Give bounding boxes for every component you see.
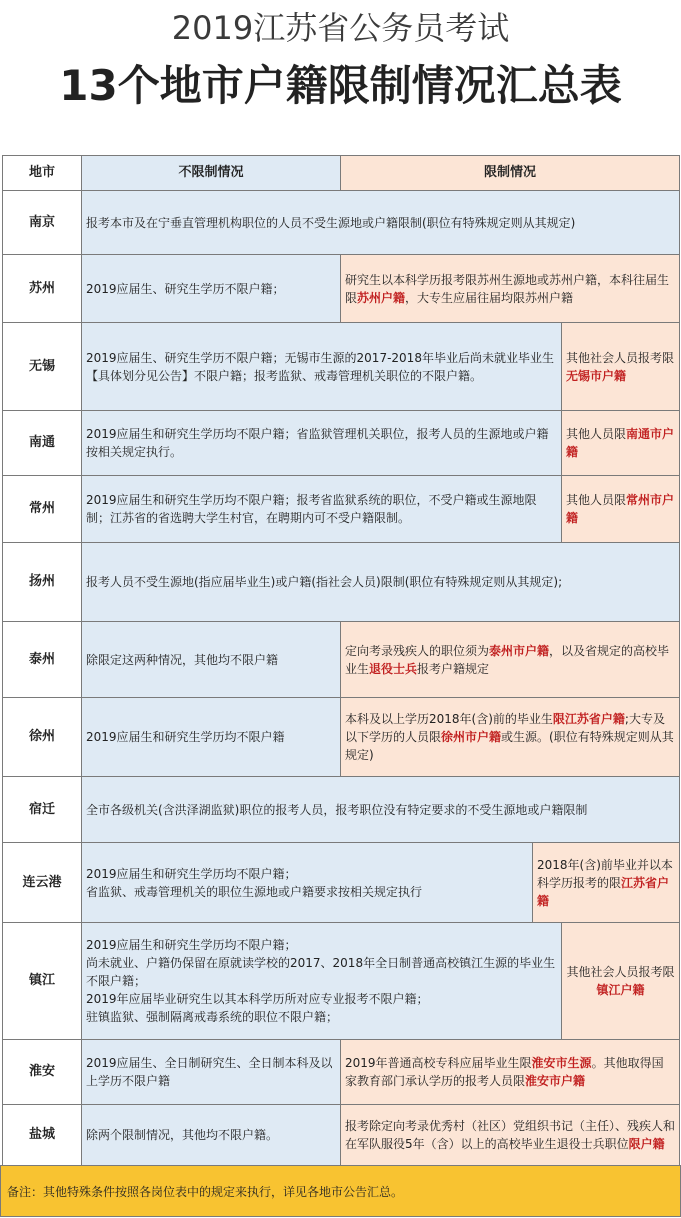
suzhou-r2: 苏州户籍 [357,290,406,305]
nantong-r1: 其他人员限 [566,427,627,441]
wuxi-r1: 其他社会人员报考限 [566,350,675,365]
taizhou-r5: 报考户籍规定 [417,661,490,676]
xuzhou-restricted [340,697,680,777]
city-nantong: 南通 [2,410,82,476]
wuxi-unrestricted [81,322,562,411]
changzhou-unrestricted-text: 2019应届生和研究生学历均不限户籍；报考省监狱系统的职位，不受户籍或生源地限制；江苏省的省选聘大学生村官，在聘期内可不受户籍限制。 [86,493,537,525]
taizhou-unrestricted-text: 除限定这两种情况，其他均不限户籍 [86,652,279,667]
zhenjiang-u4: 驻镇监狱、强制隔离戒毒系统的职位不限户籍； [86,1010,339,1024]
zhenjiang-u2: 尚未就业、户籍仍保留在原就读学校的2017、2018年全日制普通高校镇江生源的毕业生不限户籍； [86,956,556,988]
changzhou-restricted [561,475,680,543]
city-yangzhou: 扬州 [2,542,82,622]
city-lianyungang: 连云港 [2,842,82,923]
xuzhou-r1: 本科及以上学历2018年(含)前的毕业生 [345,712,553,726]
city-nanjing: 南京 [2,190,82,255]
suzhou-r1: 研究生以本科学历报考限苏州生源地或苏州户籍，本科往届生限 [345,272,670,305]
zhenjiang-restricted-text [566,963,675,999]
lianyungang-r1: 2018年(含)前毕业并以本科学历报考的限 [537,857,673,890]
lianyungang-r2: 江苏省户籍 [537,875,670,908]
city-huaian: 淮安 [2,1039,82,1105]
xuzhou-r5: 或生源。(职位有特殊规定则从其规定) [345,730,674,762]
huaian-r2: 淮安市生源 [531,1056,592,1070]
nantong-r2: 南通市户籍 [566,427,675,459]
taizhou-r4: 退役士兵 [369,661,418,676]
zhenjiang-u1: 2019应届生和研究生学历均不限户籍； [86,938,297,952]
yangzhou-unrestricted-text: 报考人员不受生源地(指应届毕业生)或户籍(指社会人员)限制(职位有特殊规定则从其规定); [86,575,563,589]
suzhou-unrestricted-text: 2019应届生、研究生学历不限户籍； [86,281,285,296]
lianyungang-restricted [532,842,680,923]
taizhou-r1: 定向考录残疾人的职位须为 [345,643,490,658]
zhenjiang-unrestricted-text [86,936,557,1026]
header-unrestricted: 不限制情况 [81,155,341,191]
city-yancheng: 盐城 [2,1104,82,1166]
suqian-unrestricted-text: 全市各级机关(含洪泽湖监狱)职位的报考人员，报考职位没有特定要求的不受生源地或户籍限制 [86,802,588,817]
suzhou-restricted [340,254,680,323]
huaian-restricted-text [345,1054,675,1090]
huaian-unrestricted [81,1039,341,1105]
huaian-unrestricted-text: 2019应届生、全日制研究生、全日制本科及以上学历不限户籍 [86,1056,333,1088]
city-changzhou: 常州 [2,475,82,543]
zhenjiang-r2: 镇江户籍 [596,983,645,997]
huaian-r4: 淮安市户籍 [525,1074,586,1088]
yancheng-unrestricted [81,1104,341,1166]
xuzhou-r3: ;大专及以下学历的人员限 [345,712,665,744]
city-taizhou: 泰州 [2,621,82,698]
footnote: 备注：其他特殊条件按照各岗位表中的规定来执行，详见各地市公告汇总。 [0,1165,681,1217]
nanjing-unrestricted [81,190,680,255]
lianyungang-u2: 省监狱、戒毒管理机关的职位生源地或户籍要求按相关规定执行 [86,884,423,899]
xuzhou-r2: 限江苏省户籍 [552,712,625,726]
huaian-r1: 2019年普通高校专科应届毕业生限 [345,1056,532,1070]
zhenjiang-u3: 2019年应届毕业研究生以其本科学历所对应专业报考不限户籍； [86,992,429,1006]
taizhou-r2: 泰州市户籍 [489,643,550,658]
taizhou-restricted-text [345,642,675,678]
changzhou-r2: 常州市户籍 [566,493,675,525]
xuzhou-unrestricted [81,697,341,777]
wuxi-restricted [561,322,680,411]
xuzhou-unrestricted-text: 2019应届生和研究生学历均不限户籍 [86,730,285,744]
suzhou-unrestricted [81,254,341,323]
nantong-unrestricted-text: 2019应届生和研究生学历均不限户籍；省监狱管理机关职位，报考人员的生源地或户籍按相关规定执行。 [86,427,549,459]
suzhou-restricted-text [345,271,675,307]
suzhou-r3: ，大专生应届往届均限苏州户籍 [405,290,574,305]
page-title-line1: 2019江苏省公务员考试 [171,9,510,47]
yangzhou-unrestricted [81,542,680,622]
changzhou-unrestricted [81,475,562,543]
taizhou-restricted [340,621,680,698]
wuxi-restricted-text [566,349,675,385]
city-zhenjiang: 镇江 [2,922,82,1040]
wuxi-r2: 无锡市户籍 [566,368,627,383]
xuzhou-restricted-text [345,710,675,764]
taizhou-unrestricted [81,621,341,698]
yancheng-unrestricted-text: 除两个限制情况，其他均不限户籍。 [86,1128,279,1142]
lianyungang-unrestricted-text [86,865,528,901]
taizhou-r3: ，以及省规定的高校毕业生 [345,643,670,676]
city-suqian: 宿迁 [2,776,82,843]
lianyungang-unrestricted [81,842,533,923]
nantong-unrestricted [81,410,562,476]
header-city: 地市 [2,155,82,191]
huaian-r3: 。其他取得国家教育部门承认学历的报考人员限 [345,1056,664,1088]
changzhou-restricted-text [566,491,675,527]
header-restricted: 限制情况 [340,155,680,191]
nantong-restricted [561,410,680,476]
xuzhou-r4: 徐州市户籍 [441,730,502,744]
yancheng-restricted [340,1104,680,1166]
yancheng-restricted-text [345,1117,675,1153]
city-wuxi: 无锡 [2,322,82,411]
wuxi-unrestricted-text: 2019应届生、研究生学历不限户籍；无锡市生源的2017-2018年毕业后尚未就业毕业生【具体划分见公告】不限户籍；报考监狱、戒毒管理机关职位的不限户籍。 [86,350,554,383]
nantong-restricted-text [566,425,675,461]
lianyungang-u1: 2019应届生和研究生学历均不限户籍； [86,866,297,881]
huaian-restricted [340,1039,680,1105]
page-title-line2: 13个地市户籍限制情况汇总表 [59,61,622,110]
zhenjiang-restricted [561,922,680,1040]
changzhou-r1: 其他人员限 [566,493,627,507]
nanjing-unrestricted-text: 报考本市及在宁垂直管理机构职位的人员不受生源地或户籍限制(职位有特殊规定则从其规定) [86,215,576,230]
lianyungang-restricted-text [537,856,675,910]
zhenjiang-unrestricted [81,922,562,1040]
city-xuzhou: 徐州 [2,697,82,777]
zhenjiang-r1: 其他社会人员报考限 [566,965,675,979]
suqian-unrestricted [81,776,680,843]
yancheng-r2: 限户籍 [628,1137,665,1151]
city-suzhou: 苏州 [2,254,82,323]
yancheng-r1: 报考除定向考录优秀村（社区）党组织书记（主任）、残疾人和在军队服役5年（含）以上的高校毕业生退役士兵职位 [345,1119,676,1151]
